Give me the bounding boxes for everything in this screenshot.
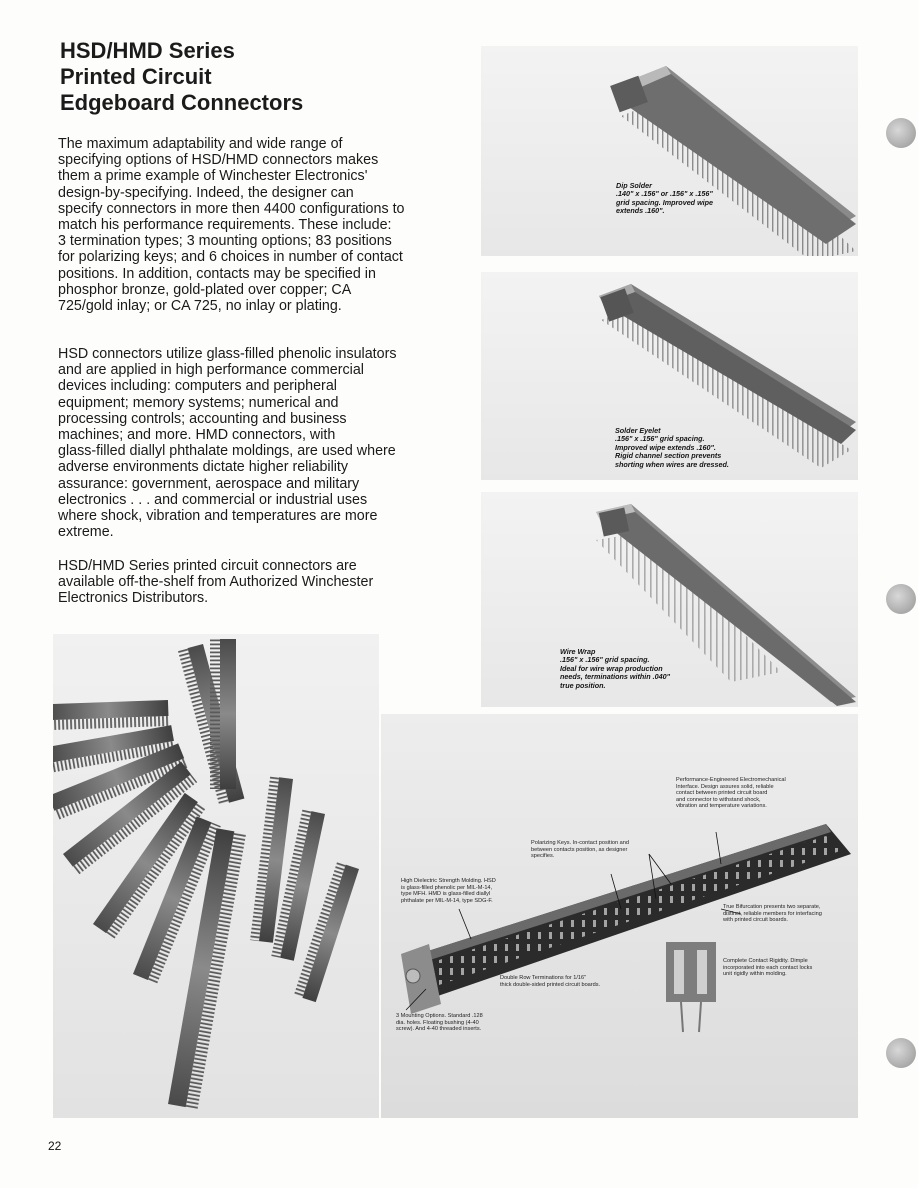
- annotation-line: 3 Mounting Options. Standard .128: [396, 1013, 483, 1019]
- annotation-line: is glass-filled phenolic per MIL-M-14,: [401, 884, 493, 891]
- text-line: design-by-specifying. Indeed, the designer can: [58, 184, 354, 201]
- annotation-line: and connector to withstand shock,: [676, 796, 761, 803]
- annotation-performance: [676, 777, 786, 810]
- annotation-line: Polarizing Keys. In-contact position and: [531, 840, 629, 846]
- page-title: [60, 38, 460, 116]
- dip-solder-caption: [616, 182, 713, 216]
- text-line: glass-filled diallyl phthalate moldings, are used where: [58, 443, 396, 460]
- annotation-line: High Dielectric Strength Molding. HSD: [401, 878, 496, 884]
- text-line: specify connectors in more then 4400 configurations to: [58, 200, 405, 217]
- annotation-line: dia. holes. Floating bushing (4-40: [396, 1019, 479, 1026]
- text-line: machines; and more. HMD connectors, with: [58, 427, 336, 444]
- page-number: 22: [48, 1139, 62, 1153]
- annotation-line: with printed circuit boards.: [723, 917, 788, 924]
- annotation-line: Complete Contact Rigidity. Dimple: [723, 958, 808, 964]
- annotation-line: phthalate per MIL-M-14, type SDG-F.: [401, 897, 493, 904]
- caption-line: Solder Eyelet: [615, 426, 661, 435]
- annotation-line: thick double-sided printed circuit boards.: [500, 981, 601, 988]
- annotation-line: contact between printed circuit board: [676, 790, 768, 797]
- text-line: adverse environments dictate higher reliability: [58, 459, 349, 476]
- caption-line: Dip Solder: [616, 181, 652, 190]
- annotation-line: Interface. Design assures solid, reliable: [676, 783, 774, 790]
- text-line: assurance: government, aerospace and military: [58, 475, 360, 492]
- binder-hole-bottom: [886, 1038, 916, 1068]
- annotation-rigidity: [723, 958, 812, 978]
- annotation-line: vibration and temperature variations.: [676, 803, 767, 810]
- annotation-mounting: [396, 1013, 483, 1033]
- caption-line: needs, terminations within .040": [560, 672, 671, 682]
- text-line: positions. In addition, contacts may be specified in: [58, 265, 376, 282]
- annotation-line: Performance-Engineered Electromechanical: [676, 777, 786, 783]
- caption-line: grid spacing. Improved wipe: [616, 197, 714, 207]
- applications-paragraph: [58, 346, 458, 540]
- text-line: for polarizing keys; and 6 choices in number of contact: [58, 249, 403, 266]
- caption-line: Ideal for wire wrap production: [560, 663, 663, 673]
- caption-line: Improved wipe extends .160".: [615, 442, 716, 452]
- annotation-line: specifies.: [531, 853, 555, 860]
- annotation-line: unit rigidly within molding.: [723, 971, 787, 978]
- caption-line: extends .160".: [616, 206, 665, 216]
- text-line: devices including: computers and peripheral: [58, 378, 337, 395]
- annotation-line: incorporated into each contact locks: [723, 964, 813, 971]
- solder-eyelet-caption: [615, 427, 729, 469]
- annotation-polarizing-keys: [531, 840, 629, 860]
- title-line-2: Printed Circuit: [60, 64, 212, 89]
- caption-line: true position.: [560, 680, 606, 690]
- text-line: HSD connectors utilize glass-filled phenolic insulators: [58, 346, 397, 362]
- availability-paragraph: [58, 558, 458, 607]
- annotation-line: type MFH. HMD is glass-filled diallyl: [401, 891, 491, 898]
- text-line: and are applied in high performance commercial: [58, 362, 364, 379]
- caption-line: .156" x .156" grid spacing.: [615, 434, 705, 444]
- intro-paragraph: [58, 136, 458, 314]
- text-line: specifying options of HSD/HMD connectors makes: [58, 152, 379, 169]
- caption-line: Wire Wrap: [560, 647, 596, 656]
- text-line: match his performance requirements. These include:: [58, 217, 392, 234]
- text-line: processing controls; accounting and business: [58, 410, 347, 427]
- binder-hole-top: [886, 118, 916, 148]
- text-line: HSD/HMD Series printed circuit connectors are: [58, 558, 357, 574]
- annotation-line: distinct, reliable members for interfacing: [723, 910, 822, 917]
- caption-line: shorting when wires are dressed.: [615, 459, 729, 469]
- wire-wrap-caption: [560, 648, 670, 690]
- dip-solder-photo: [481, 46, 858, 256]
- title-line-3: Edgeboard Connectors: [60, 90, 304, 115]
- text-line: 3 termination types; 3 mounting options; 83 positions: [58, 233, 392, 250]
- text-line: The maximum adaptability and wide range of: [58, 136, 343, 152]
- annotation-line: between contacts position, as designer: [531, 846, 628, 853]
- text-line: available off-the-shelf from Authorized Winchester: [58, 574, 374, 591]
- text-line: where shock, vibration and temperatures are more: [58, 508, 378, 525]
- binder-hole-middle: [886, 584, 916, 614]
- annotation-double-row: [500, 975, 600, 988]
- title-line-1: HSD/HMD Series: [60, 38, 235, 63]
- text-line: them a prime example of Winchester Electronics': [58, 168, 368, 185]
- text-line: equipment; memory systems; numerical and: [58, 394, 339, 411]
- text-line: Electronics Distributors.: [58, 590, 209, 607]
- annotation-dielectric: [401, 878, 496, 904]
- annotation-bifurcation: [723, 904, 822, 924]
- annotation-line: Double Row Terminations for 1/16": [500, 975, 587, 981]
- text-line: extreme.: [58, 524, 114, 541]
- text-line: phosphor bronze, gold-plated over copper; CA: [58, 281, 352, 298]
- text-line: electronics . . . and commercial or industrial uses: [58, 491, 368, 508]
- annotation-line: True Bifurcation presents two separate,: [723, 904, 821, 910]
- caption-line: .156" x .156" grid spacing.: [560, 655, 650, 665]
- annotation-line: screw). And 4-40 threaded inserts.: [396, 1026, 482, 1033]
- text-line: 725/gold inlay; or CA 725, no inlay or plating.: [58, 298, 342, 315]
- caption-line: .140" x .156" or .156" x .156": [616, 189, 713, 199]
- connector-assortment-photo: [53, 634, 379, 1118]
- caption-line: Rigid channel section prevents: [615, 451, 722, 461]
